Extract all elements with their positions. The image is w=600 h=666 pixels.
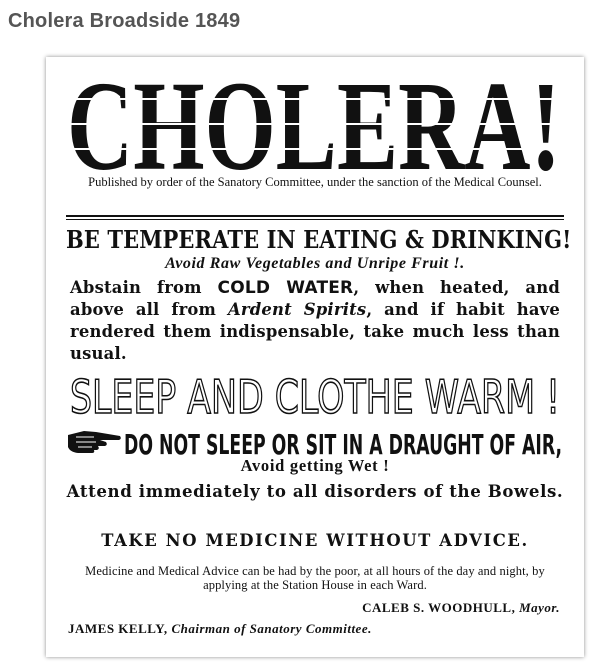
- mayor-signature: CALEB S. WOODHULL, Mayor.: [362, 600, 560, 615]
- attend-bowels-line: Attend immediately to all disorders of the Bowels.: [66, 481, 564, 501]
- ardent-spirits-phrase: Ardent Spirits: [227, 300, 367, 319]
- divider-rule: [66, 215, 564, 217]
- temperate-heading: BE TEMPERATE IN EATING & DRINKING!: [66, 225, 572, 254]
- cold-water-phrase: COLD WATER: [217, 278, 354, 298]
- sleep-warm-text: SLEEP AND CLOTHE WARM !: [70, 370, 560, 421]
- published-notice: Published by order of the Sanatory Committee, under the sanction of the Medical Counsel.: [88, 175, 542, 189]
- avoid-raw-line: Avoid Raw Vegetables and Unripe Fruit !.: [165, 255, 465, 272]
- draught-warning: DO NOT SLEEP OR SIT IN A DRAUGHT OF AIR,: [124, 428, 562, 459]
- chairman-signature: JAMES KELLY, Chairman of Sanatory Committee.: [68, 621, 372, 636]
- divider-rule-thin: [66, 219, 564, 220]
- sleep-warm-heading: [66, 365, 564, 421]
- medical-advice-paragraph: Medicine and Medical Advice can be had by the poor, at all hours of the day and night, by applying at the Station House in each Ward.: [85, 564, 545, 592]
- avoid-wet-line: Avoid getting Wet !: [240, 456, 390, 475]
- pointing-hand-icon: [66, 427, 122, 455]
- draught-row: [66, 425, 564, 459]
- abstain-paragraph: Abstain from COLD WATER, when heated, and above all from Ardent Spirits, and if habit have rendered them indispensable, take much less than usual.: [70, 278, 560, 363]
- take-no-medicine-line: TAKE NO MEDICINE WITHOUT ADVICE.: [101, 531, 529, 550]
- cholera-headline: [64, 69, 564, 179]
- broadside-image: [46, 57, 584, 657]
- page-title: Cholera Broadside 1849: [8, 10, 241, 32]
- cholera-headline-text: CHOLERA!: [67, 69, 561, 179]
